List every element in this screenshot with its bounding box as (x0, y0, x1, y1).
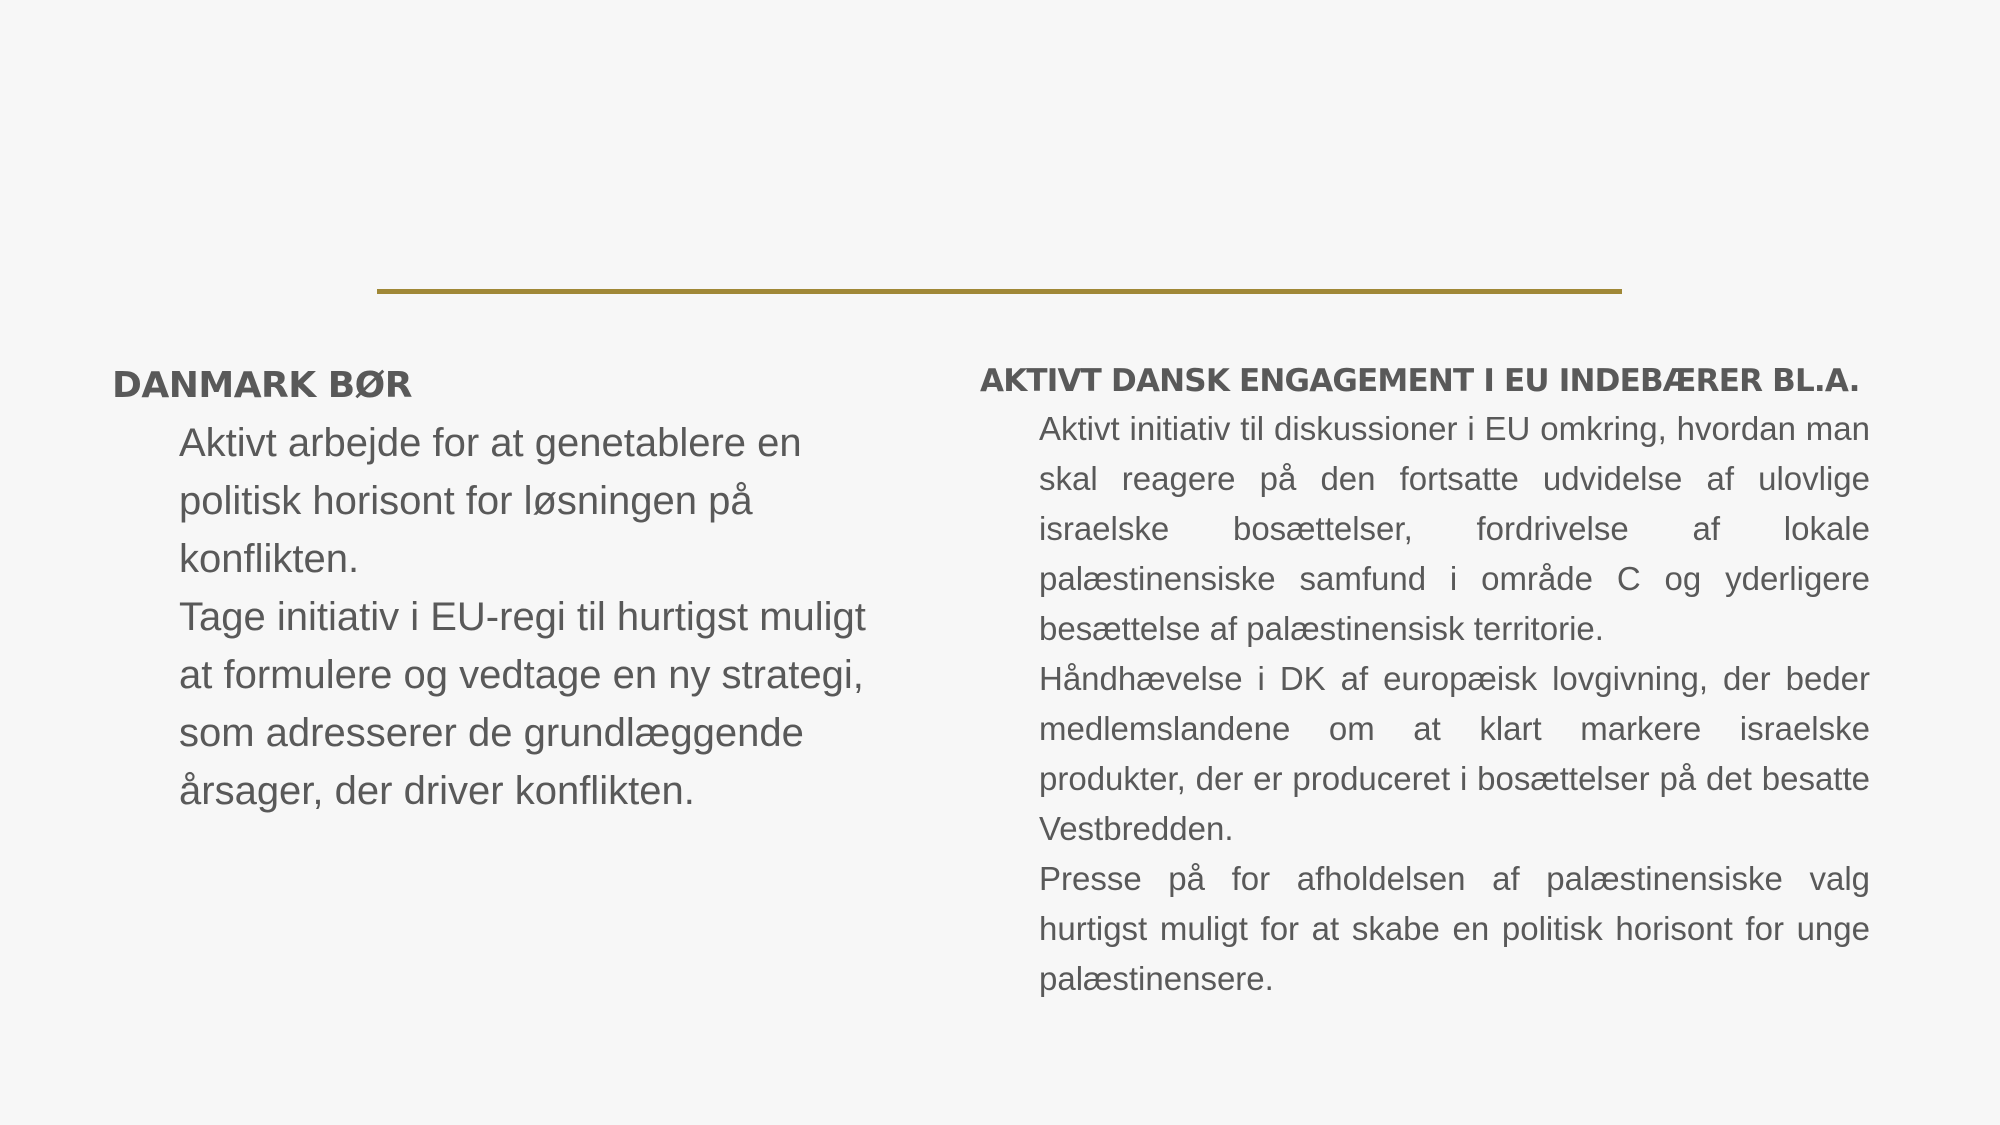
decorative-divider-rule (377, 289, 1622, 294)
list-item: Håndhævelse i DK af europæisk lovgivning, der beder medlemslandene om at klart markere israelske produkter, der er produceret i bosættelser på det besatte Vestbredden. (1039, 660, 1870, 847)
list-item: Aktivt arbejde for at genetablere en politisk horisont for løsningen på konflikten. (179, 421, 802, 581)
list-item: Presse på for afholdelsen af palæstinensiske valg hurtigst muligt for at skabe en politisk horisont for unge palæstinensere. (1039, 860, 1870, 997)
right-list (980, 404, 1870, 1004)
right-heading: AKTIVT DANSK ENGAGEMENT I EU INDEBÆRER BL.A. (980, 363, 1860, 399)
list-item: Tage initiativ i EU-regi til hurtigst muligt at formulere og vedtage en ny strategi, som adresserer de grundlæggende årsager, der driver konflikten. (179, 595, 866, 813)
left-list (112, 414, 892, 820)
right-column (980, 358, 1870, 1004)
left-column (112, 362, 892, 820)
left-heading: DANMARK BØR (112, 365, 412, 406)
list-item: Aktivt initiativ til diskussioner i EU omkring, hvordan man skal reagere på den fortsatte udvidelse af ulovlige israelske bosættelser, fordrivelse af lokale palæstinensiske samfund i område C og yderligere besættelse af palæstinensisk territorie. (1039, 410, 1870, 647)
